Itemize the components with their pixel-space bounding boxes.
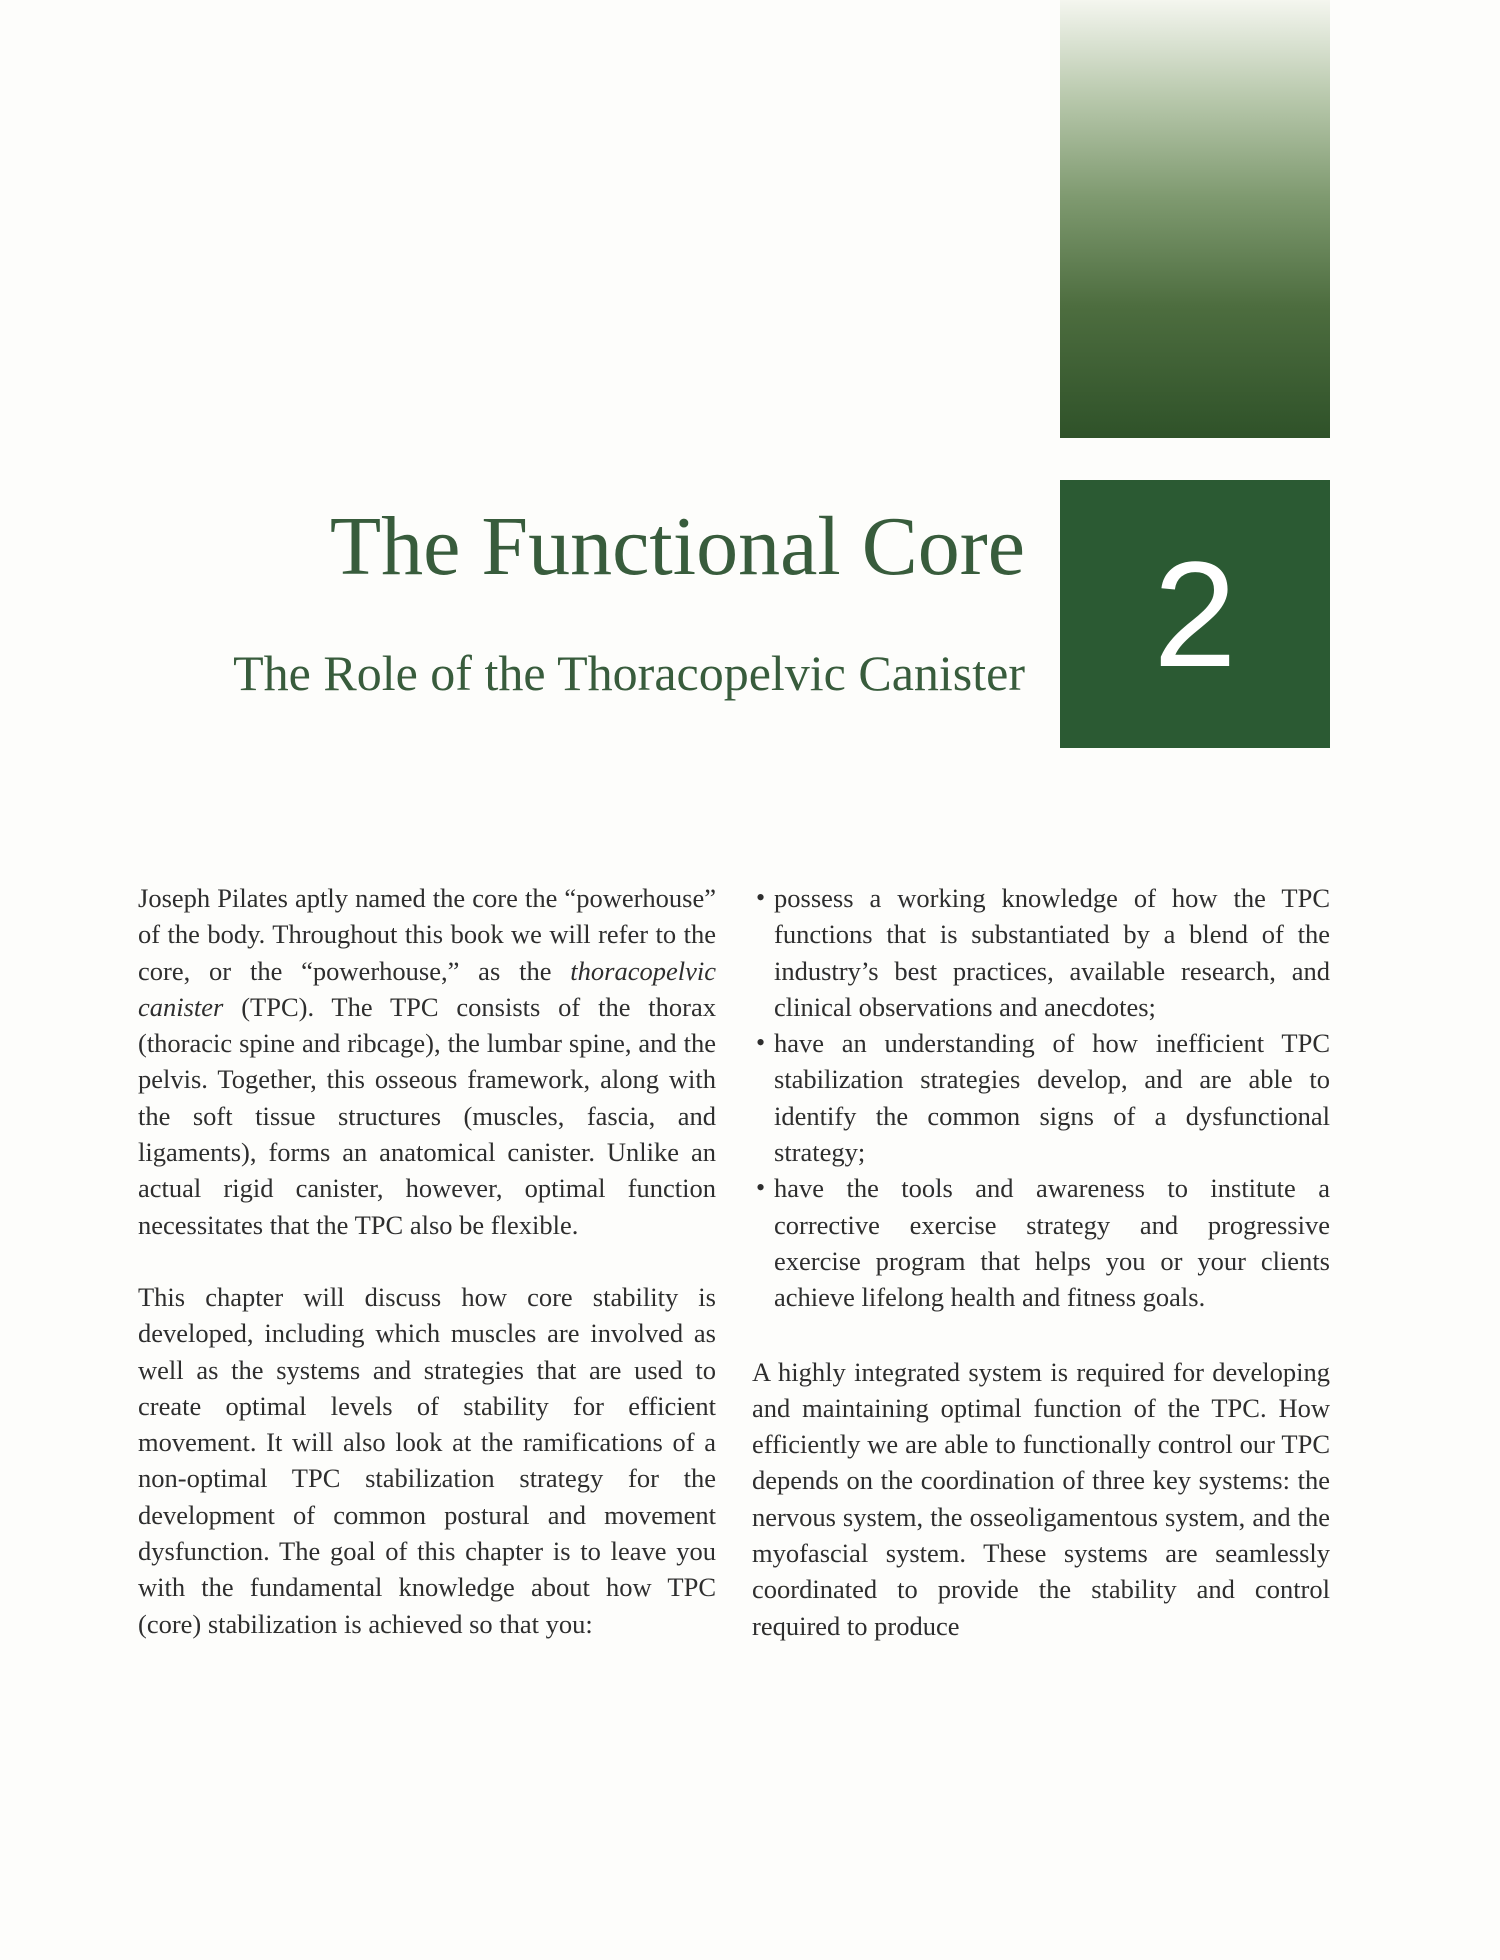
intro-paragraph <box>138 880 716 1243</box>
chapter-gradient-bar <box>1060 0 1330 438</box>
right-column <box>752 880 1330 1644</box>
chapter-number-box <box>1060 480 1330 748</box>
systems-paragraph: A highly integrated system is required for developing and maintaining optimal function of the TPC. How efficiently we are able to functionally control our TPC depends on the coordination of three key systems: the nervous system, the osseoligamentous system, and the myofascial system. These systems are seamlessly coordinated to provide the stability and control required to produce <box>752 1356 1330 1641</box>
intro-text-end: (TPC). The TPC consists of the thorax (thoracic spine and ribcage), the lumbar spine, and the pelvis. Together, this osseous framework, along with the soft tissue structures (muscles, fascia, and ligaments), forms an anatomical canister. Unlike an actual rigid canister, however, optimal function necessitates that the TPC also be flexible. <box>138 991 716 1240</box>
list-item: • have an understanding of how inefficient TPC stabilization strategies develop, and are able to identify the common signs of a dysfunctional strategy; <box>752 1025 1330 1170</box>
list-item: • have the tools and awareness to institute a corrective exercise strategy and progressive exercise program that helps you or your clients achieve lifelong health and fitness goals. <box>752 1170 1330 1315</box>
left-column <box>138 880 716 1642</box>
list-item: • possess a working knowledge of how the TPC functions that is substantiated by a blend of the industry’s best practices, available research, and clinical observations and anecdotes; <box>752 880 1330 1025</box>
chapter-subtitle: The Role of the Thoracopelvic Canister <box>233 645 1025 701</box>
chapter-title: The Functional Core <box>329 500 1025 593</box>
chapter-goals-paragraph: This chapter will discuss how core stability is developed, including which muscles are involved as well as the systems and strategies that are used to create optimal levels of stability for efficient movement. It will also look at the ramifications of a non-optimal TPC stabilization strategy for the development of common postural and movement dysfunction. The goal of this chapter is to leave you with the fundamental knowledge about how TPC (core) stabilization is achieved so that you: <box>138 1281 716 1639</box>
chapter-number: 2 <box>1153 530 1237 698</box>
goals-list <box>752 880 1330 1316</box>
intro-emphasis: thoracopelvic canister <box>138 955 716 1022</box>
intro-text-start: Joseph Pilates aptly named the core the “powerhouse” of the body. Throughout this book we will refer to the core, or the “powerhouse,” as the <box>138 883 716 986</box>
